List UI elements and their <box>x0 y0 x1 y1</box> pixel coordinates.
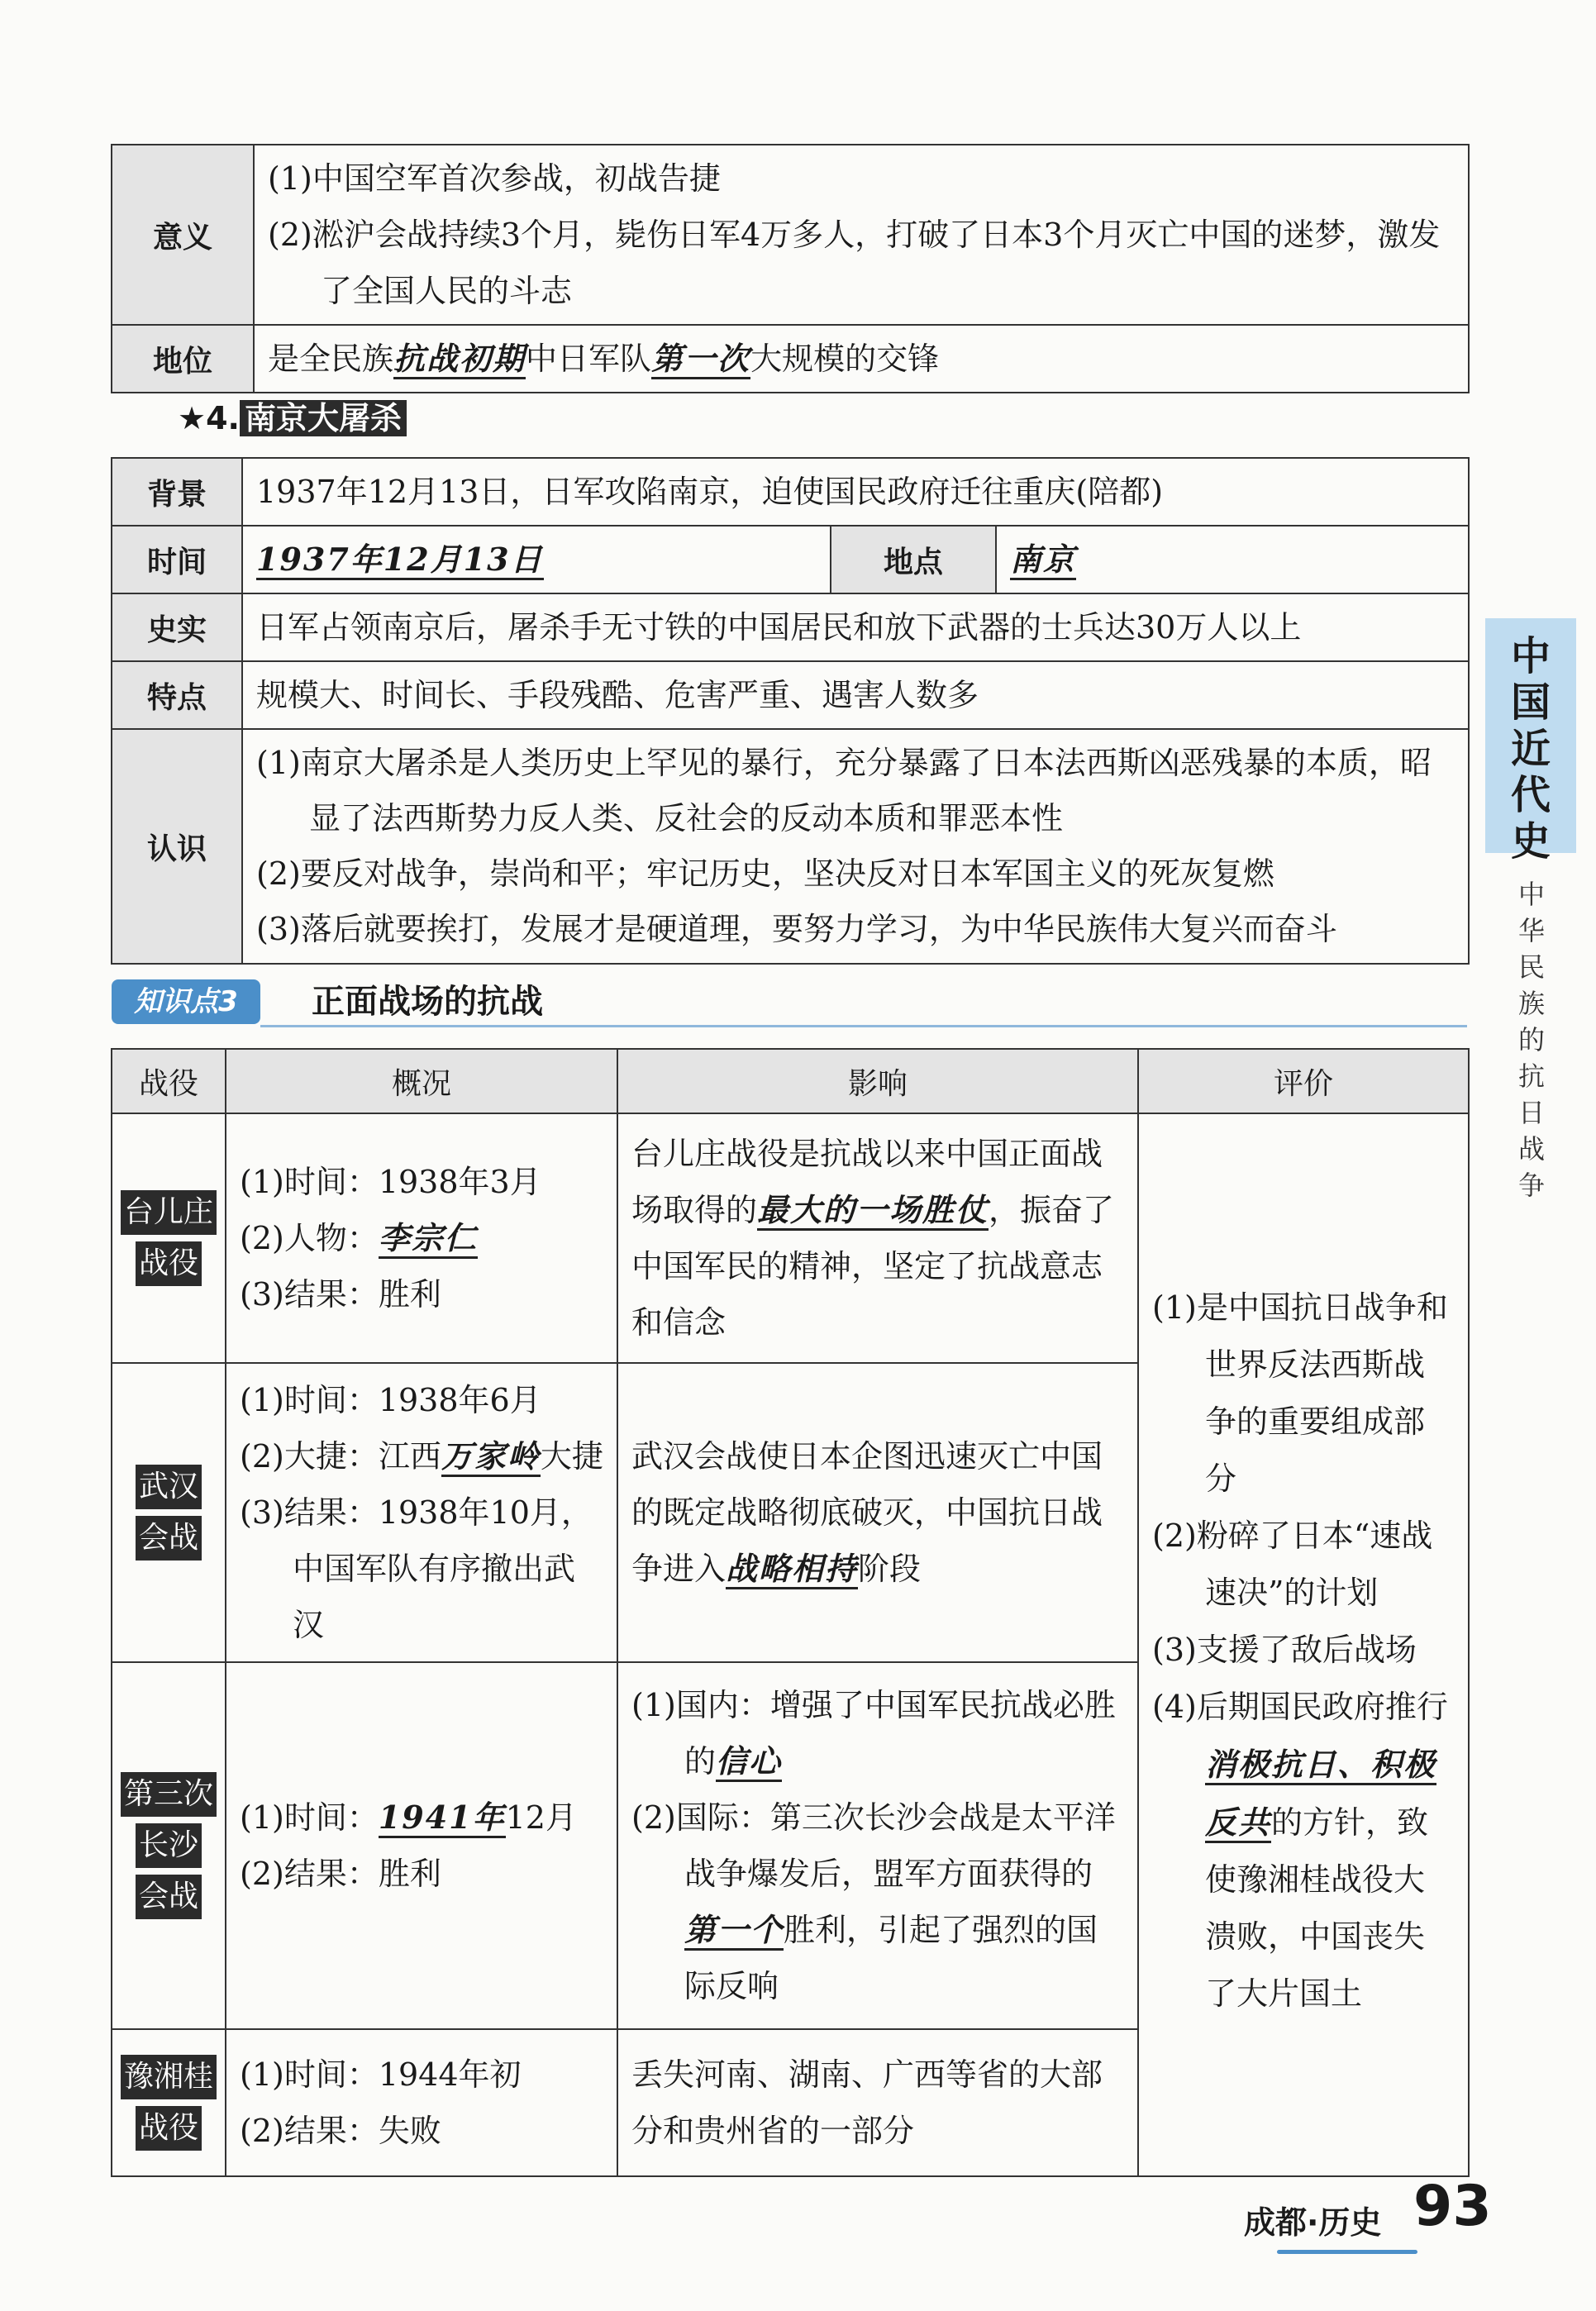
evaluation-3: (3)支援了敌后战场 <box>1152 1632 1417 1668</box>
overview-result: (2)结果：失败 <box>240 2113 441 2149</box>
chapter-subtitle: 中华民族的抗日战争 <box>1517 879 1545 1201</box>
wuhan-impact <box>617 1363 1138 1662</box>
overview-victory-pre: (2)大捷：江西 <box>240 1438 441 1475</box>
overview-person <box>240 1210 603 1266</box>
star-number: ★4. <box>178 400 240 436</box>
overview-time-pre: (1)时间： <box>240 1799 379 1836</box>
footer-line <box>1277 2250 1417 2254</box>
understanding-cell <box>242 729 1469 964</box>
place-cell <box>996 526 1469 593</box>
overview-time: (1)时间：1944年初 <box>240 2056 522 2093</box>
handwritten-first: 第一个 <box>684 1911 784 1951</box>
handwritten-strategic-stalemate: 战略相持 <box>726 1550 858 1589</box>
significance-label: 意义 <box>112 145 254 325</box>
evaluation-4-post: 的方针，致使豫湘桂战役大溃败，中国丧失了大片国土 <box>1205 1804 1429 2012</box>
fact-label: 史实 <box>112 593 242 661</box>
understanding-line-3: (3)落后就要挨打，发展才是硬道理，要努力学习，为中华民族伟大复兴而奋斗 <box>256 911 1337 947</box>
overview-victory-post: 大捷 <box>540 1438 603 1475</box>
chapter-side-tab <box>1485 618 1576 865</box>
time-label: 时间 <box>112 526 242 593</box>
changsha-impact <box>617 1662 1138 2029</box>
evaluation-4-pre: (4)后期国民政府推行 <box>1152 1689 1448 1725</box>
handwritten-wanjialing: 万家岭 <box>441 1437 541 1477</box>
handwritten-biggest-victory: 最大的一场胜仗 <box>757 1191 989 1231</box>
yuxianggui-impact: 丢失河南、湖南、广西等省的大部分和贵州省的一部分 <box>617 2029 1138 2176</box>
header-impact: 影响 <box>617 1049 1138 1113</box>
fact-text: 日军占领南京后，屠杀手无寸铁的中国居民和放下武器的士兵达30万人以上 <box>242 593 1469 661</box>
significance-cell <box>254 145 1469 325</box>
frontline-battles-table <box>111 1048 1470 2177</box>
taierzhuang-overview <box>226 1113 617 1363</box>
evaluation-2: (2)粉碎了日本“速战速决”的计划 <box>1152 1518 1433 1611</box>
battle-name-line-1: 武汉 <box>136 1465 202 1509</box>
header-underline <box>260 1025 1467 1027</box>
feature-text: 规模大、时间长、手段残酷、危害严重、遇害人数多 <box>242 661 1469 729</box>
impact-domestic <box>631 1677 1124 1789</box>
battle-name-line-2: 长沙 <box>136 1823 202 1868</box>
impact-text-pre: 台儿庄战役是抗战以来中国正面战场取得的 <box>631 1136 1103 1228</box>
knowledge-point-title: 正面战场的抗战 <box>312 983 543 1021</box>
knowledge-point-3-header <box>112 979 1467 1027</box>
handwritten-passive-resistance: 消极抗日、积极反共 <box>1205 1746 1436 1843</box>
battle-name-line-1: 台儿庄 <box>121 1190 217 1235</box>
impact-text-post: 阶段 <box>858 1551 922 1587</box>
evaluation-4 <box>1152 1679 1455 2023</box>
significance-line-2: (2)淞沪会战持续3个月，毙伤日军4万多人，打破了日本3个月灭亡中国的迷梦，激发了全国人民的斗志 <box>268 217 1441 309</box>
section-4-title: 南京大屠杀 <box>240 400 407 436</box>
header-overview: 概况 <box>226 1049 617 1113</box>
section-4-heading <box>178 393 407 438</box>
impact-international <box>631 1789 1124 2014</box>
handwritten-li-zongren: 李宗仁 <box>379 1219 478 1259</box>
overview-result: (3)结果：1938年10月，中国军队有序撤出武汉 <box>240 1494 593 1643</box>
changsha-overview <box>226 1662 617 2029</box>
battle-name-line-2: 战役 <box>136 2106 202 2151</box>
songhu-table-continued <box>111 144 1470 393</box>
overview-result: (3)结果：胜利 <box>240 1276 441 1313</box>
overview-time: (1)时间：1938年6月 <box>240 1382 541 1418</box>
overview-result: (2)结果：胜利 <box>240 1856 441 1892</box>
status-text-post: 大规模的交锋 <box>750 341 940 377</box>
impact-international-pre: (2)国际：第三次长沙会战是太平洋战争爆发后，盟军方面获得的 <box>631 1799 1116 1892</box>
impact-domestic-pre: (1)国内：增强了中国军民抗战必胜的 <box>631 1687 1116 1780</box>
place-label: 地点 <box>831 526 996 593</box>
battle-taierzhuang <box>112 1113 226 1363</box>
footer-text: 成都·历史 <box>1244 2204 1382 2241</box>
overview-time <box>240 1789 603 1846</box>
status-text-mid: 中日军队 <box>526 341 652 377</box>
significance-line-1: (1)中国空军首次参战，初战告捷 <box>268 160 721 197</box>
status-text-pre: 是全民族 <box>268 341 394 377</box>
time-cell <box>242 526 831 593</box>
status-cell <box>254 325 1469 393</box>
battle-wuhan <box>112 1363 226 1662</box>
taierzhuang-impact <box>617 1113 1138 1363</box>
header-evaluation: 评价 <box>1138 1049 1469 1113</box>
understanding-label: 认识 <box>112 729 242 964</box>
background-label: 背景 <box>112 458 242 526</box>
battle-name-line-3: 会战 <box>136 1875 202 1919</box>
wuhan-overview <box>226 1363 617 1662</box>
overview-time-post: 12月 <box>505 1799 577 1836</box>
battle-changsha <box>112 1662 226 2029</box>
handwritten-early-war: 抗战初期 <box>393 340 526 379</box>
evaluation-1: (1)是中国抗日战争和世界反法西斯战争的重要组成部分 <box>1152 1289 1448 1497</box>
impact-international-post: 胜利，引起了强烈的国际反响 <box>684 1912 1098 2004</box>
nanjing-massacre-table <box>111 457 1470 965</box>
handwritten-confidence: 信心 <box>716 1742 782 1782</box>
evaluation-cell <box>1138 1113 1469 2176</box>
background-text: 1937年12月13日，日军攻陷南京，迫使国民政府迁往重庆(陪都) <box>242 458 1469 526</box>
side-tab-text: 中国近代史 <box>1510 633 1551 865</box>
battle-name-line-2: 会战 <box>136 1516 202 1561</box>
overview-time: (1)时间：1938年3月 <box>240 1164 541 1200</box>
handwritten-time: 1937年12月13日 <box>256 541 544 580</box>
understanding-line-1: (1)南京大屠杀是人类历史上罕见的暴行，充分暴露了日本法西斯凶恶残暴的本质，昭显了法西斯势力反人类、反社会的反动本质和罪恶本性 <box>256 745 1432 836</box>
battle-name-line-1: 第三次 <box>121 1772 217 1817</box>
yuxianggui-overview <box>226 2029 617 2176</box>
impact-text-pre: 武汉会战使日本企图迅速灭亡中国的既定战略彻底破灭，中国抗日战争进入 <box>631 1438 1103 1587</box>
status-label: 地位 <box>112 325 254 393</box>
battle-name-line-1: 豫湘桂 <box>121 2055 217 2099</box>
overview-person-label: (2)人物： <box>240 1220 379 1256</box>
knowledge-point-badge: 知识点3 <box>112 979 260 1024</box>
battle-name-line-2: 战役 <box>136 1241 202 1286</box>
page-number: 93 <box>1413 2174 1492 2239</box>
handwritten-1941: 1941年 <box>379 1799 506 1838</box>
feature-label: 特点 <box>112 661 242 729</box>
understanding-line-2: (2)要反对战争，崇尚和平；牢记历史，坚决反对日本军国主义的死灰复燃 <box>256 855 1274 892</box>
battle-yuxianggui <box>112 2029 226 2176</box>
header-battle: 战役 <box>112 1049 226 1113</box>
impact-text-post: ，振奋了中国军民的精神，坚定了抗战意志和信念 <box>631 1192 1115 1341</box>
overview-victory <box>240 1428 603 1484</box>
handwritten-place: 南京 <box>1010 541 1076 580</box>
handwritten-first-time: 第一次 <box>651 340 750 379</box>
